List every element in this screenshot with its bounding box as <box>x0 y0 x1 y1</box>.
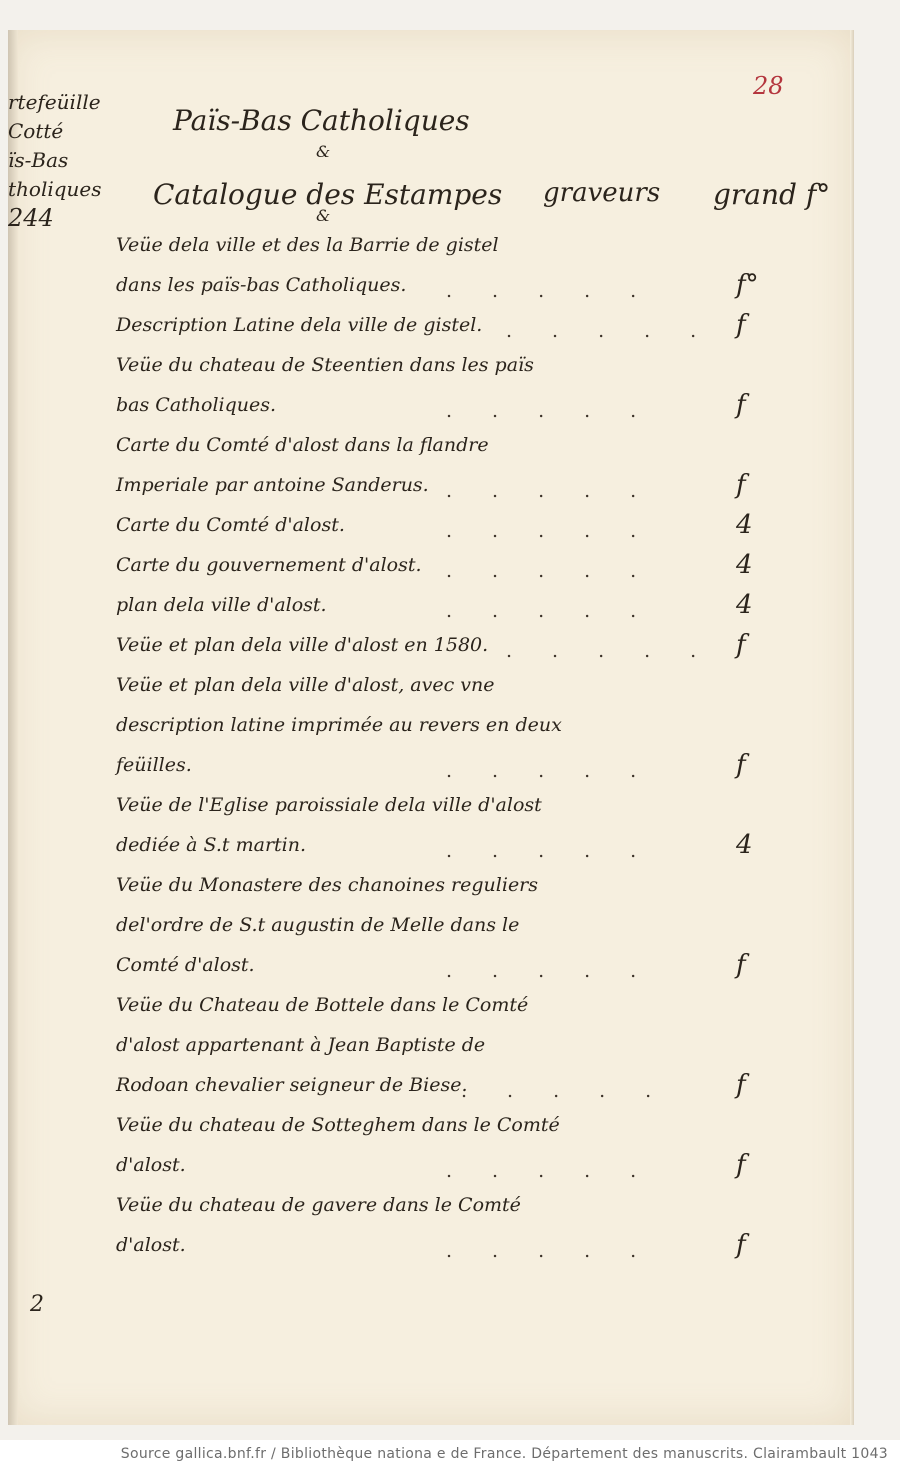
entry-text: Carte du Comté d'alost dans la flandre <box>116 434 489 456</box>
entry-row <box>116 670 806 706</box>
entry-text: d'alost. <box>116 1234 186 1256</box>
entry-format: f <box>736 630 746 660</box>
entry-format: f <box>736 750 746 780</box>
entry-text: Carte du Comté d'alost. <box>116 514 345 536</box>
ampersand-mark: & <box>316 142 331 161</box>
page-bottom-number: 2 <box>30 1292 44 1317</box>
entry-row <box>116 990 806 1026</box>
entry-text: plan dela ville d'alost. <box>116 594 327 616</box>
entry-format: f <box>736 1070 746 1100</box>
leader-dots: ..... <box>446 560 677 582</box>
entry-text: dediée à S.t martin. <box>116 834 307 856</box>
entry-text: Veüe du chateau de Steentien dans les païs <box>116 354 534 376</box>
entry-text: d'alost. <box>116 1154 186 1176</box>
page-title: Païs-Bas Catholiques <box>173 104 470 137</box>
entry-text: d'alost appartenant à Jean Baptiste de <box>116 1034 486 1056</box>
folio-number: 28 <box>753 72 784 100</box>
header-graveurs: graveurs <box>543 178 661 208</box>
margin-note-line: Cotté <box>8 119 64 143</box>
entry-format: f <box>736 1230 746 1260</box>
entry-text: Description Latine dela ville de gistel. <box>116 314 483 336</box>
entry-row <box>116 1110 806 1146</box>
entry-text: Veüe du chateau de Sotteghem dans le Comté <box>116 1114 560 1136</box>
entry-row <box>116 270 806 306</box>
entry-row <box>116 790 806 826</box>
entry-row <box>116 910 806 946</box>
entry-text: Carte du gouvernement d'alost. <box>116 554 422 576</box>
leader-dots: ..... <box>446 1240 677 1262</box>
leader-dots: ..... <box>446 520 677 542</box>
entry-row <box>116 630 806 666</box>
ampersand-mark: & <box>316 206 331 225</box>
header-grand: grand f° <box>713 178 831 211</box>
leader-dots: ..... <box>506 640 737 662</box>
leader-dots: ..... <box>446 1160 677 1182</box>
entry-format: f° <box>736 270 759 300</box>
entry-text: dans les païs-bas Catholiques. <box>116 274 407 296</box>
entry-text: Imperiale par antoine Sanderus. <box>116 474 429 496</box>
entry-format: f <box>736 390 746 420</box>
entry-row <box>116 310 806 346</box>
entry-row <box>116 390 806 426</box>
entry-row <box>116 470 806 506</box>
entry-format: f <box>736 950 746 980</box>
leader-dots: ..... <box>446 480 677 502</box>
leader-dots: ..... <box>506 320 737 342</box>
entry-row <box>116 350 806 386</box>
leader-dots: ..... <box>446 400 677 422</box>
catalogue-entries <box>8 30 854 1425</box>
leader-dots: ..... <box>461 1080 692 1102</box>
entry-row <box>116 510 806 546</box>
entry-format: f <box>736 1150 746 1180</box>
leader-dots: ..... <box>446 760 677 782</box>
entry-row <box>116 1030 806 1066</box>
entry-text: description latine imprimée au revers en deux <box>116 714 562 736</box>
entry-format: 4 <box>736 590 753 620</box>
manuscript-page <box>8 30 854 1425</box>
entry-format: 4 <box>736 550 753 580</box>
margin-note-line: tholiques <box>8 177 102 201</box>
entry-text: feüilles. <box>116 754 192 776</box>
entry-text: Veüe du Monastere des chanoines reguliers <box>116 874 539 896</box>
entry-row <box>116 550 806 586</box>
entry-format: 4 <box>736 830 753 860</box>
leader-dots: ..... <box>446 280 677 302</box>
entry-row <box>116 830 806 866</box>
margin-note-line: ïs-Bas <box>8 148 69 172</box>
entry-text: Veüe du Chateau de Bottele dans le Comté <box>116 994 529 1016</box>
margin-note-line: 244 <box>8 204 54 232</box>
leader-dots: ..... <box>446 600 677 622</box>
entry-row <box>116 1070 806 1106</box>
entry-text: Veüe et plan dela ville d'alost, avec vne <box>116 674 495 696</box>
entry-row <box>116 430 806 466</box>
entry-format: f <box>736 470 746 500</box>
entry-row <box>116 1150 806 1186</box>
entry-row <box>116 710 806 746</box>
entry-text: Rodoan chevalier seigneur de Biese. <box>116 1074 468 1096</box>
entry-row <box>116 950 806 986</box>
entry-text: Veüe et plan dela ville d'alost en 1580. <box>116 634 489 656</box>
entry-row <box>116 1230 806 1266</box>
entry-text: bas Catholiques. <box>116 394 277 416</box>
entry-row <box>116 590 806 626</box>
source-footer: Source gallica.bnf.fr / Bibliothèque nationa e de France. Département des manuscrits. Clairambault 1043 <box>0 1440 900 1469</box>
entry-row <box>116 870 806 906</box>
entry-format: f <box>736 310 746 340</box>
entry-row <box>116 750 806 786</box>
leader-dots: ..... <box>446 960 677 982</box>
entry-text: del'ordre de S.t augustin de Melle dans le <box>116 914 520 936</box>
entry-text: Veüe du chateau de gavere dans le Comté <box>116 1194 521 1216</box>
entry-row <box>116 1190 806 1226</box>
margin-note-line: rtefeüille <box>8 90 101 114</box>
entry-format: 4 <box>736 510 753 540</box>
entry-text: Comté d'alost. <box>116 954 255 976</box>
header-catalogue: Catalogue des Estampes <box>153 178 503 211</box>
entry-row <box>116 230 806 266</box>
entry-text: Veüe de l'Eglise paroissiale dela ville d'alost <box>116 794 542 816</box>
entry-text: Veüe dela ville et des la Barrie de gistel <box>116 234 499 256</box>
leader-dots: ..... <box>446 840 677 862</box>
